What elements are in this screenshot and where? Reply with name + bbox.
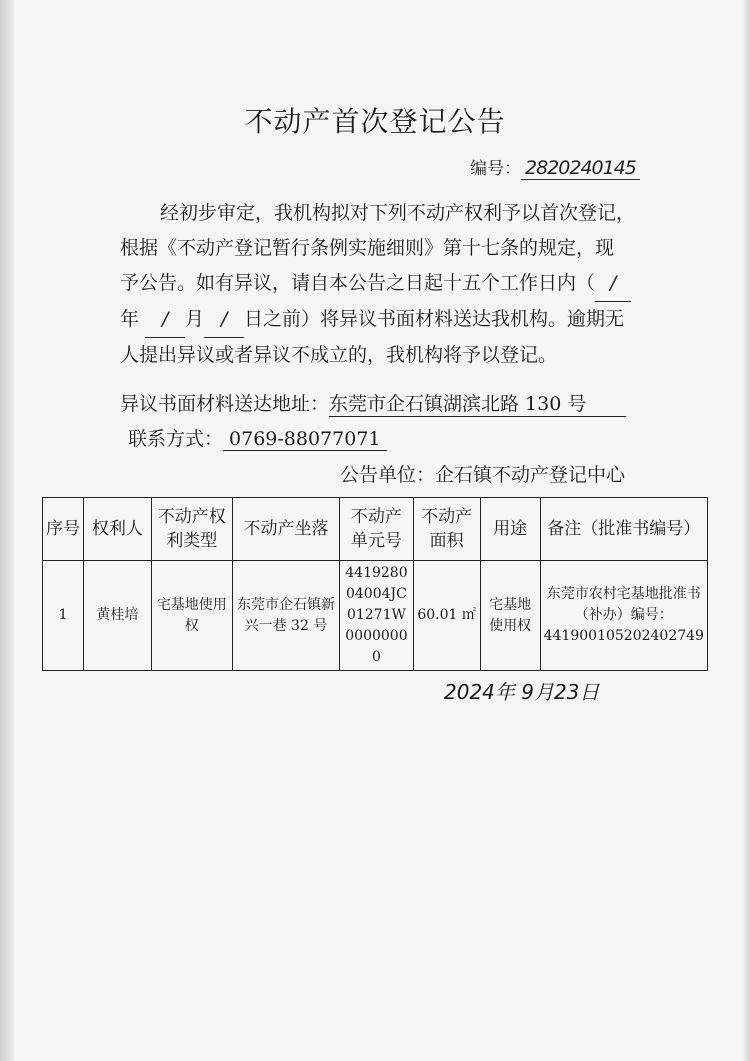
col-header-seq: 序号 [43, 498, 84, 561]
handwritten-date: 2024年 9月23日 [444, 680, 600, 704]
col-header-remark: 备注（批准书编号） [540, 498, 707, 561]
col-header-location: 不动产坐落 [232, 498, 340, 561]
serial-number-handwritten: 2820240145 [521, 157, 640, 180]
objection-address-row [120, 389, 626, 417]
cell-holder: 黄桂培 [84, 561, 152, 671]
registration-table [42, 497, 708, 671]
month-label: 月 [185, 308, 205, 330]
cell-remark: 东莞市农村宅基地批准书（补办）编号：441900105202402749 [540, 561, 707, 671]
issuer-name: 企石镇不动产登记中心 [435, 464, 626, 486]
body-line [120, 302, 660, 338]
col-header-holder: 权利人 [84, 498, 152, 561]
address-label: 异议书面材料送达地址： [120, 393, 330, 415]
address-value: 东莞市企石镇湖滨北路 130 号 [329, 389, 626, 417]
cell-usage: 宅基地使用权 [480, 561, 540, 671]
body-text: 日之前）将异议书面材料送达我机构。逾期无 [244, 308, 625, 330]
col-header-unit-no: 不动产单元号 [340, 498, 413, 561]
scan-edge-left [0, 0, 14, 1061]
issuer-row [340, 460, 625, 487]
serial-label: 编号： [470, 159, 521, 179]
contact-row [128, 424, 387, 451]
col-header-usage: 用途 [480, 498, 540, 561]
year-label: 年 [120, 308, 140, 330]
blank-year-field: / [595, 266, 631, 302]
table-row [43, 561, 708, 671]
blank-day-field: / [204, 302, 244, 338]
body-text: 予公告。如有异议，请自本公告之日起十五个工作日内（ [120, 272, 596, 294]
body-line: 人提出异议或者异议不成立的，我机构将予以登记。 [120, 344, 558, 366]
contact-phone: 0769-88077071 [223, 428, 386, 451]
contact-label: 联系方式： [128, 428, 224, 450]
body-line: 经初步审定，我机构拟对下列不动产权利予以首次登记， [160, 202, 636, 224]
serial-number-row [470, 154, 640, 179]
col-header-area: 不动产面积 [413, 498, 480, 561]
blank-month-field: / [145, 302, 185, 338]
body-line [120, 266, 660, 302]
table-header-row [43, 498, 708, 561]
body-line: 根据《不动产登记暂行条例实施细则》第十七条的规定，现 [120, 237, 615, 259]
notice-body [120, 196, 660, 373]
cell-unit-no: 441928004004JC01271W00000000 [340, 561, 413, 671]
cell-location: 东莞市企石镇新兴一巷 32 号 [232, 561, 340, 671]
scan-edge-right [742, 0, 750, 1061]
cell-area: 60.01 ㎡ [413, 561, 480, 671]
issuer-label: 公告单位： [340, 464, 436, 486]
col-header-right-type: 不动产权利类型 [151, 498, 232, 561]
notice-title: 不动产首次登记公告 [244, 105, 506, 138]
cell-seq: 1 [43, 561, 84, 671]
cell-right-type: 宅基地使用权 [151, 561, 232, 671]
